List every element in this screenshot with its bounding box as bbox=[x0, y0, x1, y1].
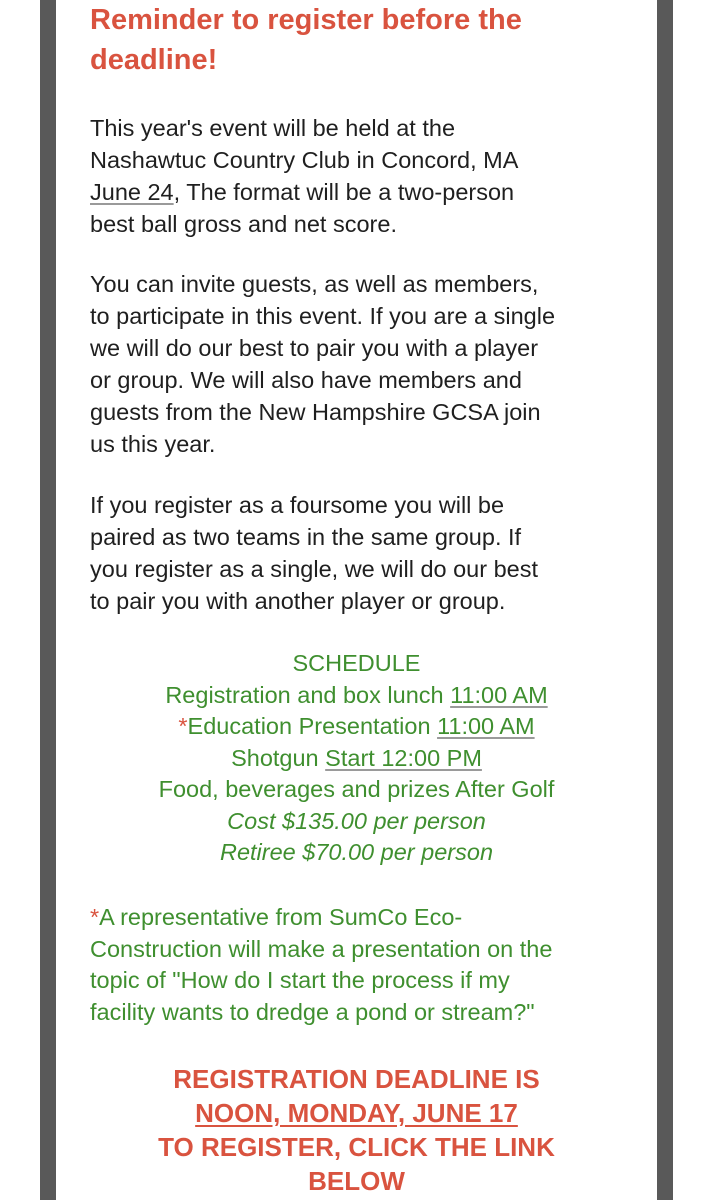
intro-line-2: Nashawtuc Country Club in Concord, MA bbox=[90, 147, 519, 173]
intro-line-3-rest: , The format will be a two-person bbox=[173, 179, 515, 205]
email-content bbox=[56, 0, 657, 1200]
registration-time-link[interactable]: 11:00 AM bbox=[450, 681, 548, 708]
note-asterisk: * bbox=[90, 904, 100, 930]
intro-paragraph bbox=[90, 112, 650, 240]
deadline-block bbox=[56, 1062, 657, 1198]
guests-line: or group. We will also have members and bbox=[90, 367, 522, 393]
schedule-block bbox=[56, 648, 657, 869]
deadline-date-link[interactable]: NOON, MONDAY, JUNE 17 bbox=[195, 1098, 518, 1128]
shotgun-time-link[interactable]: Start 12:00 PM bbox=[325, 744, 482, 771]
note-line-4: facility wants to dredge a pond or stream?" bbox=[90, 998, 535, 1025]
education-label: Education Presentation bbox=[187, 713, 438, 739]
guests-paragraph bbox=[90, 268, 650, 460]
event-date-link[interactable]: June 24 bbox=[90, 179, 174, 205]
foursome-paragraph bbox=[90, 489, 650, 617]
deadline-line-4: BELOW bbox=[308, 1166, 405, 1196]
foursome-line: If you register as a foursome you will be bbox=[90, 492, 505, 518]
intro-line-3 bbox=[90, 176, 650, 208]
schedule-registration bbox=[56, 680, 657, 712]
foursome-line: you register as a single, we will do our best bbox=[90, 556, 539, 582]
schedule-title: SCHEDULE bbox=[292, 650, 421, 676]
note-line-2: Construction will make a presentation on the bbox=[90, 935, 553, 962]
schedule-cost: Cost $135.00 per person bbox=[227, 807, 486, 834]
registration-label: Registration and box lunch bbox=[165, 681, 451, 708]
deadline-line-1: REGISTRATION DEADLINE IS bbox=[173, 1064, 540, 1094]
guests-line: we will do our best to pair you with a player bbox=[90, 335, 539, 361]
left-side-bar bbox=[40, 0, 56, 1200]
deadline-line-3: TO REGISTER, CLICK THE LINK bbox=[158, 1132, 555, 1162]
guests-line: You can invite guests, as well as members, bbox=[90, 271, 539, 297]
note-line-1 bbox=[90, 902, 650, 934]
shotgun-label: Shotgun bbox=[231, 744, 326, 771]
education-time-link[interactable]: 11:00 AM bbox=[437, 713, 535, 739]
intro-line-4: best ball gross and net score. bbox=[90, 211, 397, 237]
note-line-1-text: A representative from SumCo Eco- bbox=[99, 904, 463, 930]
guests-line: to participate in this event. If you are a single bbox=[90, 303, 556, 329]
guests-line: us this year. bbox=[90, 431, 216, 457]
guests-line: guests from the New Hampshire GCSA join bbox=[90, 399, 541, 425]
intro-line-1: This year's event will be held at the bbox=[90, 115, 456, 141]
right-side-bar bbox=[657, 0, 673, 1200]
foursome-line: to pair you with another player or group. bbox=[90, 588, 506, 614]
schedule-food: Food, beverages and prizes After Golf bbox=[158, 776, 555, 802]
note-line-3: topic of "How do I start the process if my bbox=[90, 967, 510, 993]
presentation-note bbox=[90, 902, 650, 1028]
schedule-retiree: Retiree $70.00 per person bbox=[219, 839, 494, 865]
heading-line-1: Reminder to register before the bbox=[90, 4, 522, 36]
heading-line-2: deadline! bbox=[90, 44, 218, 76]
schedule-education bbox=[56, 711, 657, 743]
foursome-line: paired as two teams in the same group. If bbox=[90, 524, 522, 550]
education-asterisk: * bbox=[178, 713, 188, 739]
schedule-shotgun bbox=[56, 743, 657, 775]
reminder-heading bbox=[90, 0, 650, 80]
